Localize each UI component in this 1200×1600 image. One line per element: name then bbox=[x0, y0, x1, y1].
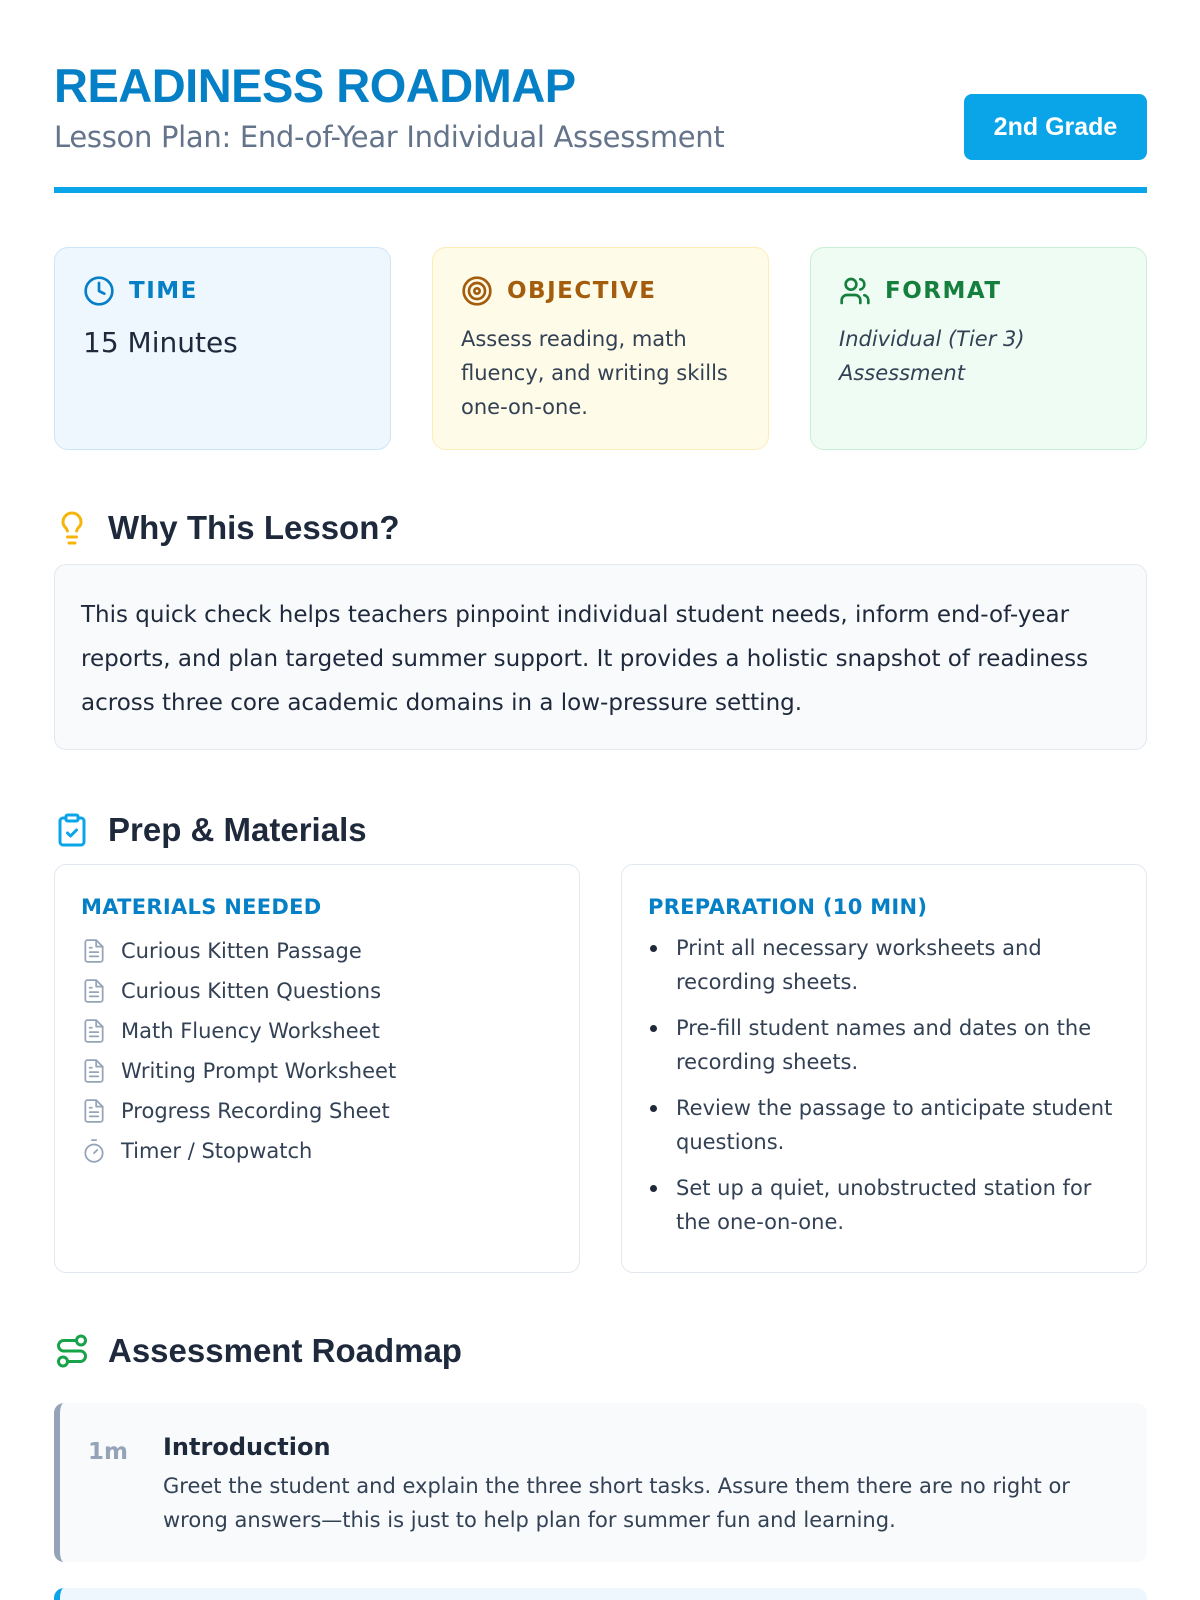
list-item bbox=[81, 931, 553, 971]
clock-icon bbox=[83, 275, 115, 307]
material-label: Timer / Stopwatch bbox=[121, 1139, 313, 1163]
time-value: 15 Minutes bbox=[83, 326, 238, 359]
prep-title: Prep & Materials bbox=[108, 811, 367, 848]
target-icon bbox=[461, 275, 493, 307]
time-card bbox=[54, 247, 391, 450]
users-icon bbox=[839, 275, 871, 307]
material-label: Writing Prompt Worksheet bbox=[121, 1059, 397, 1083]
objective-text: Assess reading, math fluency, and writing skills one-on-one. bbox=[461, 327, 728, 419]
grade-badge: 2nd Grade bbox=[964, 94, 1147, 160]
materials-list bbox=[81, 931, 553, 1171]
material-label: Progress Recording Sheet bbox=[121, 1099, 390, 1123]
clipboard-check-icon bbox=[54, 812, 90, 848]
step-description: Greet the student and explain the three short tasks. Assure them there are no right or wrong answers—this is just to help plan for summer fun and learning. bbox=[163, 1474, 1070, 1532]
objective-label: OBJECTIVE bbox=[507, 278, 657, 304]
step-title: Introduction bbox=[163, 1433, 331, 1461]
document-icon bbox=[81, 978, 107, 1004]
document-icon bbox=[81, 938, 107, 964]
time-label: TIME bbox=[129, 278, 198, 304]
materials-title: MATERIALS NEEDED bbox=[81, 895, 322, 919]
preparation-panel bbox=[621, 864, 1147, 1273]
format-label: FORMAT bbox=[885, 278, 1002, 304]
list-item bbox=[81, 1091, 553, 1131]
list-item bbox=[81, 971, 553, 1011]
list-item: Set up a quiet, unobstructed station for the one-on-one. bbox=[648, 1171, 1120, 1239]
document-icon bbox=[81, 1058, 107, 1084]
materials-panel bbox=[54, 864, 580, 1273]
why-description: This quick check helps teachers pinpoint individual student needs, inform end-of-year reports, and plan targeted summer support. It provides a holistic snapshot of readiness across three core academic domains in a low-pressure setting. bbox=[54, 564, 1147, 750]
step-duration: 1m bbox=[88, 1439, 128, 1465]
why-section-header bbox=[54, 506, 400, 550]
material-label: Curious Kitten Questions bbox=[121, 979, 382, 1003]
format-text: Individual (Tier 3) Assessment bbox=[839, 327, 1025, 385]
prep-section-header bbox=[54, 808, 367, 852]
list-item bbox=[81, 1011, 553, 1051]
preparation-title: PREPARATION (10 MIN) bbox=[648, 895, 928, 919]
material-label: Curious Kitten Passage bbox=[121, 939, 362, 963]
roadmap-step-next bbox=[54, 1588, 1147, 1600]
list-item bbox=[81, 1051, 553, 1091]
list-item: Pre-fill student names and dates on the recording sheets. bbox=[648, 1011, 1120, 1079]
page-header bbox=[54, 52, 1147, 192]
route-icon bbox=[54, 1333, 90, 1369]
roadmap-title: Assessment Roadmap bbox=[108, 1332, 462, 1369]
material-label: Math Fluency Worksheet bbox=[121, 1019, 380, 1043]
roadmap-step-introduction bbox=[54, 1403, 1147, 1562]
preparation-list bbox=[648, 931, 1120, 1239]
page-title: READINESS ROADMAP bbox=[54, 59, 576, 112]
lightbulb-icon bbox=[54, 510, 90, 546]
why-title: Why This Lesson? bbox=[108, 509, 400, 546]
format-card bbox=[810, 247, 1147, 450]
lesson-plan-page bbox=[54, 0, 1147, 1600]
document-icon bbox=[81, 1018, 107, 1044]
objective-card bbox=[432, 247, 769, 450]
list-item: Print all necessary worksheets and recording sheets. bbox=[648, 931, 1120, 999]
list-item bbox=[81, 1131, 553, 1171]
list-item: Review the passage to anticipate student questions. bbox=[648, 1091, 1120, 1159]
page-subtitle: Lesson Plan: End-of-Year Individual Assessment bbox=[54, 120, 725, 154]
roadmap-section-header bbox=[54, 1329, 462, 1373]
document-icon bbox=[81, 1098, 107, 1124]
header-divider bbox=[54, 187, 1147, 193]
stopwatch-icon bbox=[81, 1138, 107, 1164]
